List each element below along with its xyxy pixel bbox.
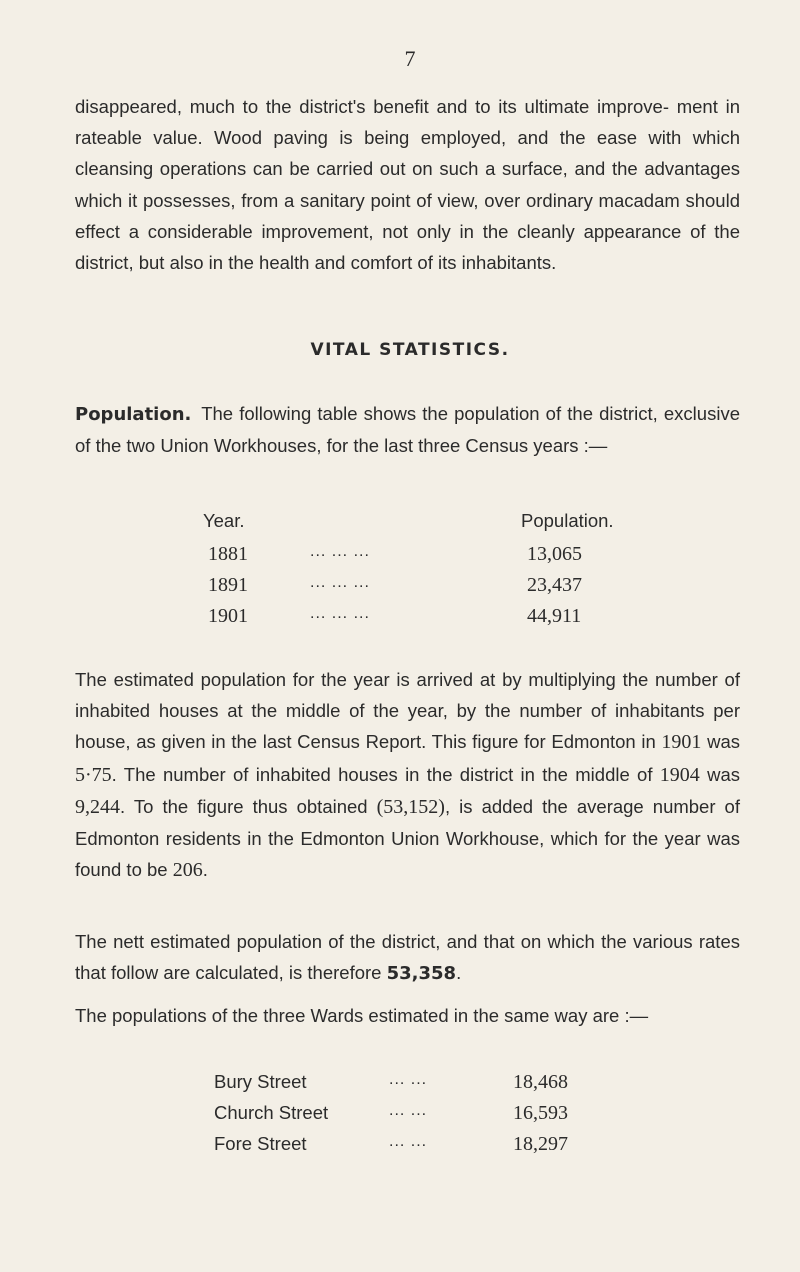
nett-end: . [456, 962, 462, 984]
population-intro-text: The following table shows the population of the district, exclusive of the two Union Workhouses, for the last three Census years :— [75, 403, 740, 457]
population-run-in-heading: Population. [75, 404, 192, 425]
year-cell: 1891 [208, 574, 248, 596]
ward-population: 16,593 [513, 1102, 568, 1124]
year-cell: 1881 [208, 543, 248, 565]
ward-population: 18,468 [513, 1071, 568, 1093]
leader-dots: ... ... [389, 1071, 428, 1088]
year-column-header: Year. [203, 510, 245, 531]
estimate-text-7: . [202, 859, 208, 881]
population-cell: 23,437 [527, 574, 582, 596]
estimate-text-5: . To the figure thus obtained [120, 795, 377, 817]
estimate-year-1904: 1904 [659, 763, 700, 786]
leader-dots: ... ... ... [310, 543, 370, 560]
population-column-header: Population. [521, 510, 614, 531]
estimate-text-2: was [701, 731, 740, 753]
page-number: 7 [404, 46, 416, 71]
estimate-text-6: , is added the average number of Edmonton residents in the Edmonton Union Workhouse, which for the year was found to be [75, 795, 740, 881]
estimate-text-1: The estimated population for the year is arrived at by multiplying the number of inhabited houses at the middle of the year, by the number of inhabitants per house, as given in the last Census Report. This figure for Edmonton in [75, 669, 740, 753]
ward-population: 18,297 [513, 1133, 568, 1155]
leader-dots: ... ... [389, 1102, 428, 1119]
leader-dots: ... ... ... [310, 605, 370, 622]
estimate-per-house: 5·75 [75, 763, 112, 786]
estimate-workhouse-residents: 206 [172, 859, 203, 882]
year-cell: 1901 [208, 605, 248, 627]
nett-population-value: 53,358 [386, 963, 457, 985]
section-heading: VITAL STATISTICS. [310, 340, 510, 360]
estimate-text-3: . The number of inhabited houses in the district in the middle of [111, 763, 660, 785]
estimate-figure-obtained: (53,152) [376, 795, 445, 818]
intro-paragraph: disappeared, much to the district's benefit and to its ultimate improve- ment in rateable value. Wood paving is being employed, and the ease with which cleansing operations can be carried out on such a surface, and the advantages which it possesses, from a sanitary point of view, over ordinary macadam should effect a considerable improvement, not only in the cleanly appearance of the district, but also in the health and comfort of its inhabitants. [75, 96, 740, 274]
ward-name: Fore Street [214, 1133, 307, 1154]
leader-dots: ... ... ... [310, 574, 370, 591]
estimate-year-1901: 1901 [661, 731, 702, 754]
ward-name: Church Street [214, 1102, 329, 1123]
estimate-paragraph [75, 664, 740, 886]
population-cell: 13,065 [527, 543, 582, 565]
leader-dots: ... ... [389, 1133, 428, 1150]
nett-population-paragraph [75, 926, 740, 989]
population-cell: 44,911 [527, 605, 582, 627]
population-paragraph [75, 398, 740, 461]
estimate-text-4: was [699, 763, 740, 785]
nett-text: The nett estimated population of the district, and that on which the various rates that follow are calculated, is therefore [75, 931, 740, 984]
ward-name: Bury Street [214, 1071, 307, 1092]
wards-paragraph: The populations of the three Wards estimated in the same way are :— [75, 1005, 649, 1026]
estimate-houses: 9,244 [75, 795, 120, 818]
